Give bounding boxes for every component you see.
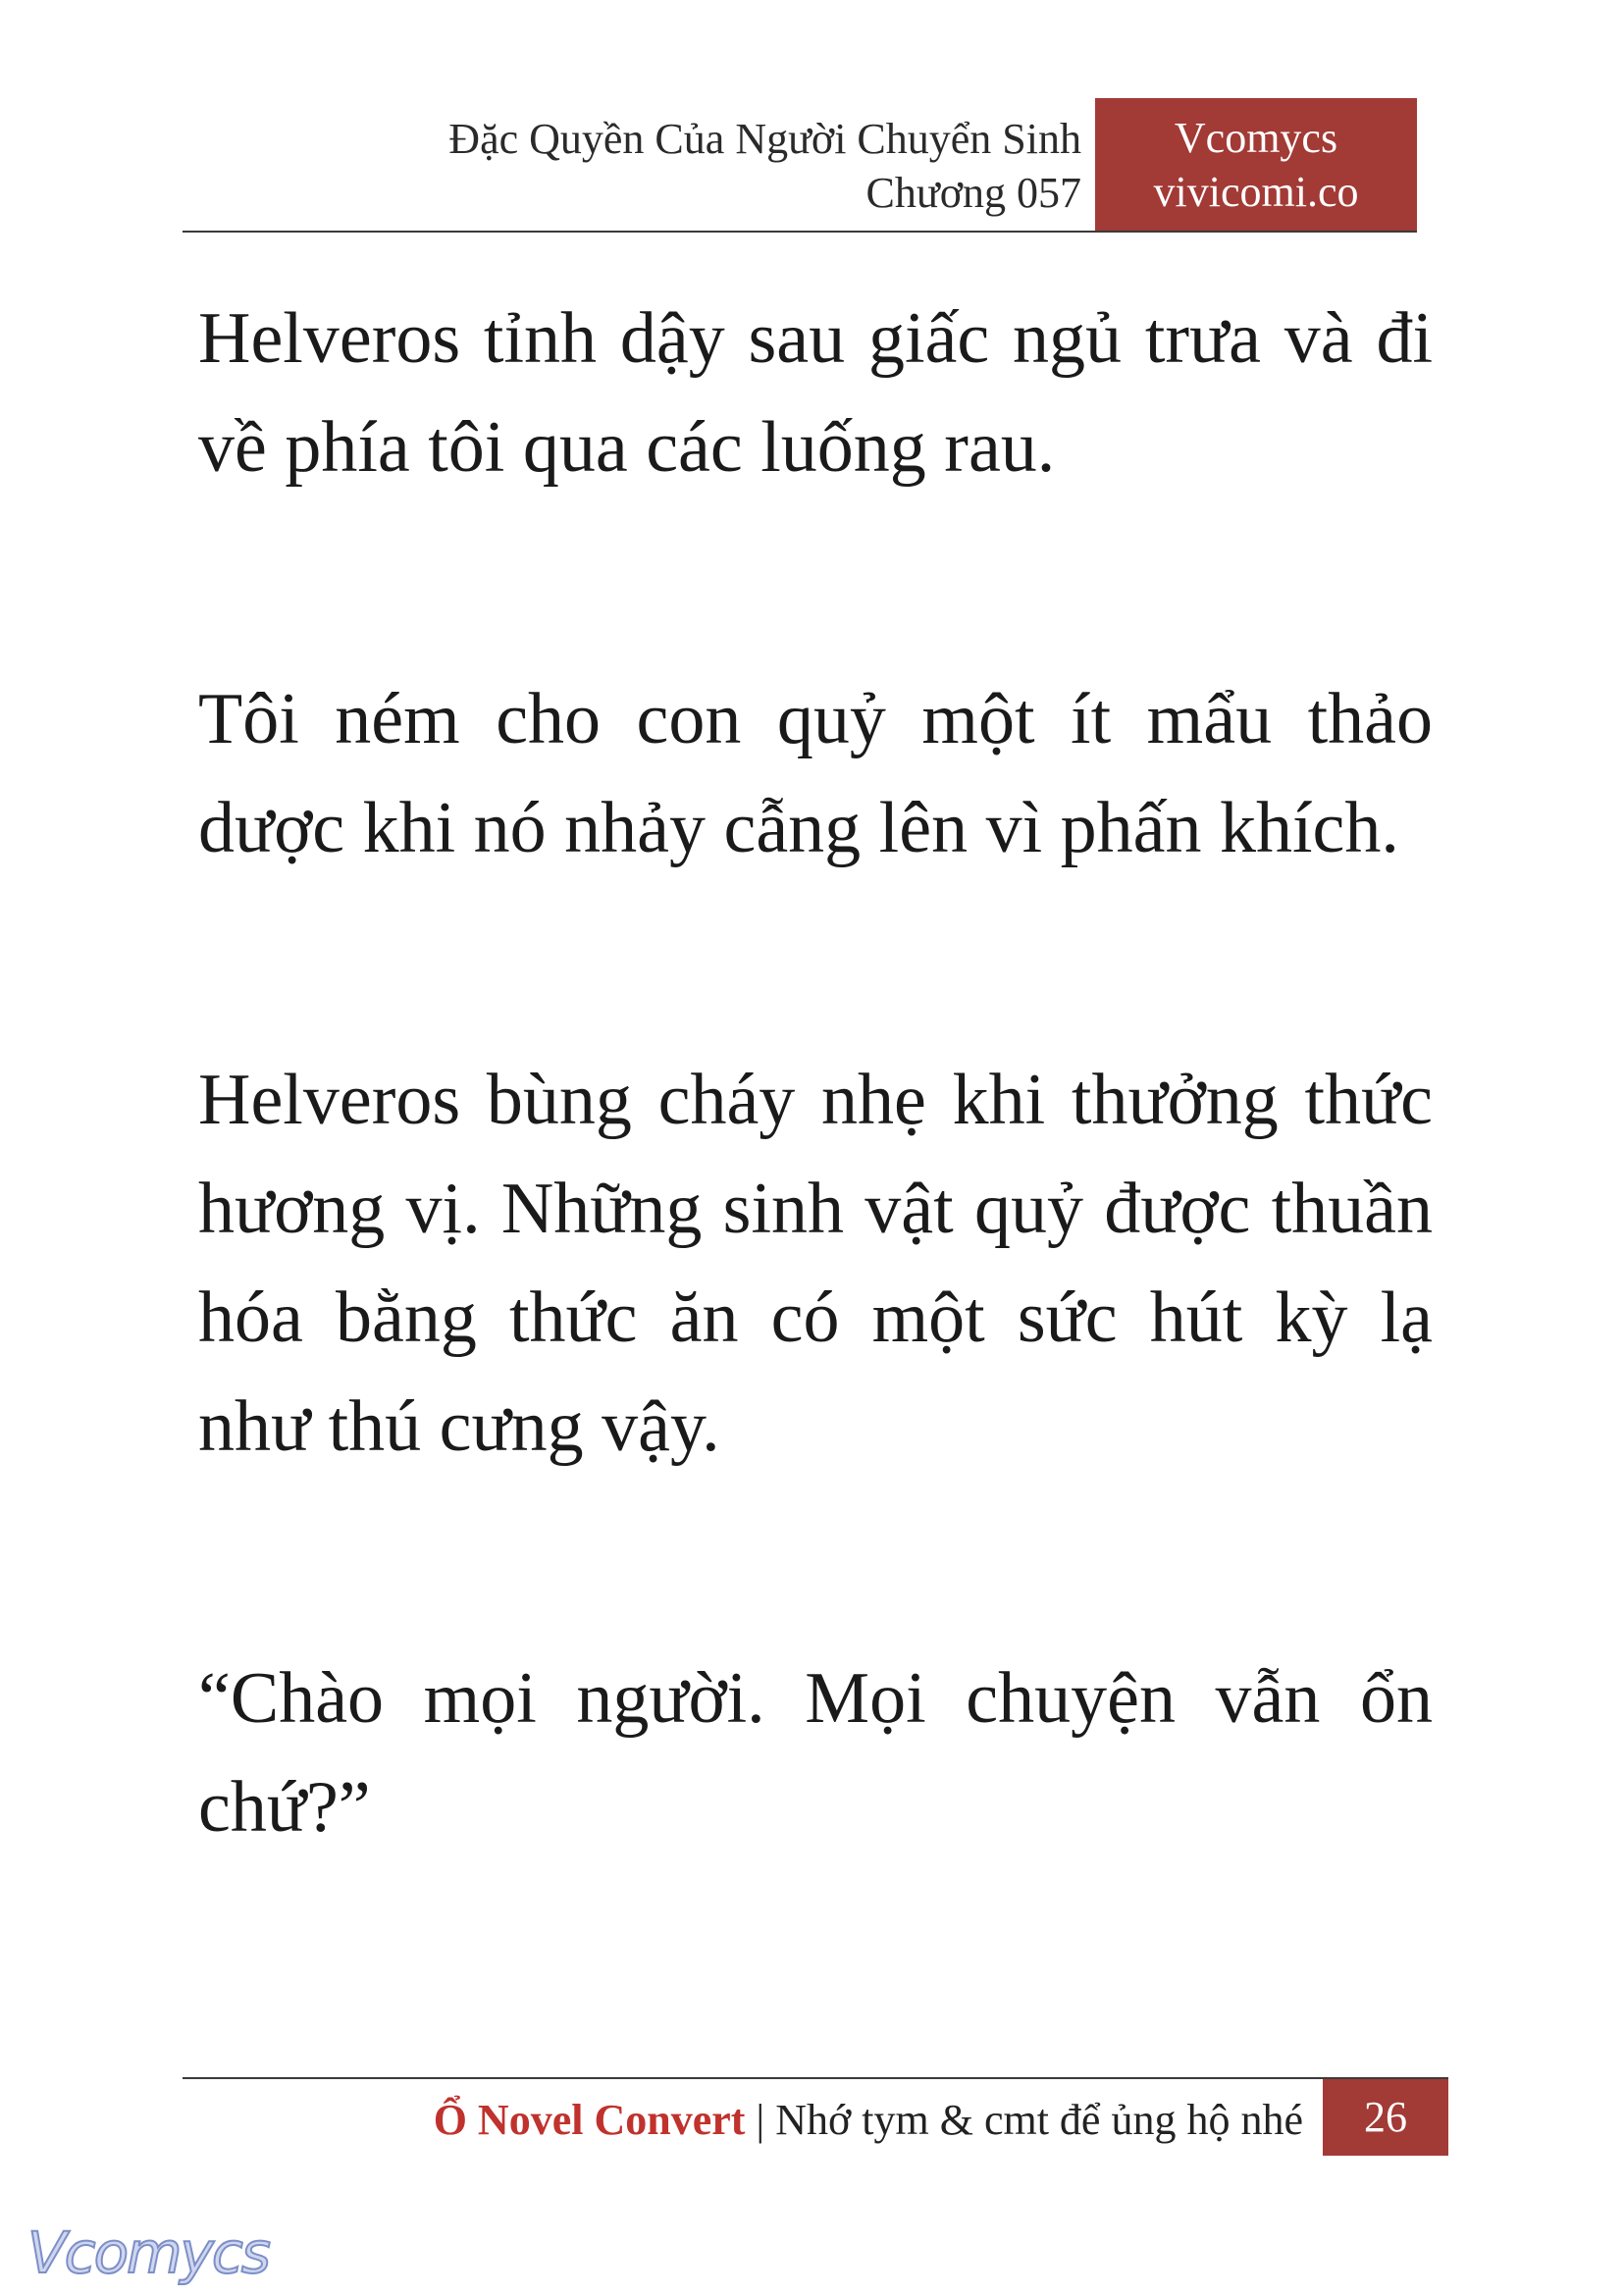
footer-message: Nhớ tym & cmt để ủng hộ nhé [775, 2096, 1303, 2144]
site-badge [1095, 98, 1417, 232]
paragraph-4: “Chào mọi người. Mọi chuyện vẫn ổn chứ?” [198, 1658, 1433, 1848]
book-title: Đặc Quyền Của Người Chuyển Sinh [448, 115, 1081, 163]
chapter-body [198, 285, 1433, 1862]
badge-site-url: vivicomi.co [1153, 168, 1359, 216]
paragraph-1: Helveros tỉnh dậy sau giấc ngủ trưa và đi về phía tôi qua các luống rau. [198, 298, 1433, 488]
watermark-logo: Vcomycs [27, 2219, 269, 2286]
header-divider [183, 231, 1417, 233]
footer-brand: Ổ Novel Convert [433, 2096, 746, 2144]
badge-site-name: Vcomycs [1174, 114, 1338, 162]
paragraph-2: Tôi ném cho con quỷ một ít mẩu thảo dược khi nó nhảy cẫng lên vì phấn khích. [198, 679, 1433, 868]
chapter-label: Chương 057 [865, 169, 1081, 217]
page-footer [183, 2079, 1448, 2156]
footer-separator: | [745, 2096, 776, 2144]
page-header [183, 98, 1417, 231]
header-title-block [448, 112, 1081, 220]
page-number: 26 [1323, 2079, 1448, 2156]
footer-text [434, 2095, 1303, 2146]
paragraph-3: Helveros bùng cháy nhẹ khi thưởng thức hương vị. Những sinh vật quỷ được thuần hóa bằng thức ăn có một sức hút kỳ lạ như thú cưng vậy. [198, 1060, 1433, 1467]
